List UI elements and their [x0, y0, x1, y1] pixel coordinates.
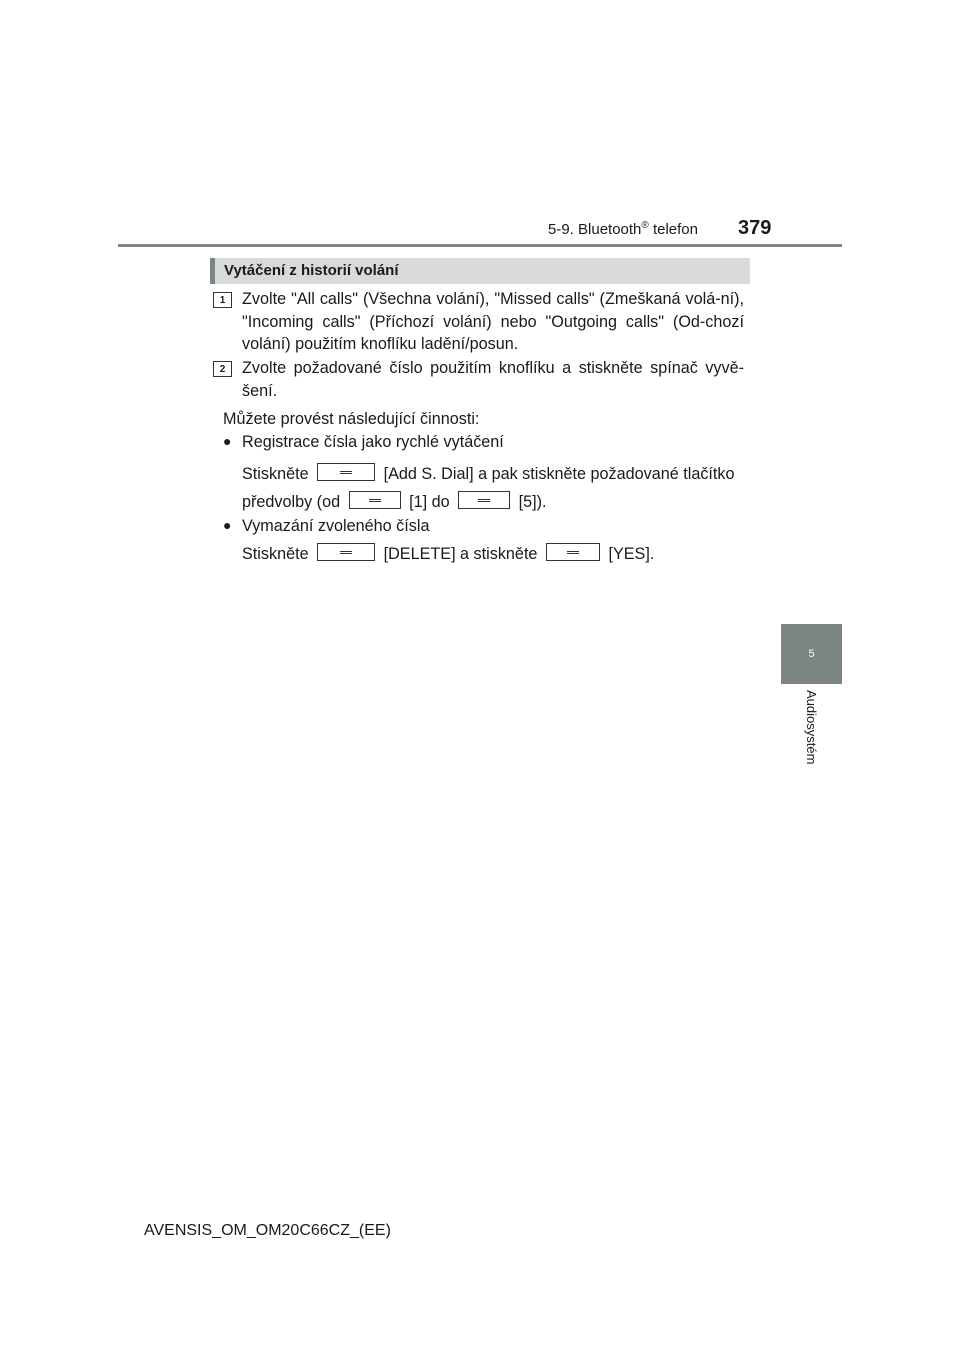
bullet-1-title: Registrace čísla jako rychlé vytáčení	[242, 433, 504, 451]
registered-mark: ®	[641, 220, 649, 231]
bullet-1-line-2-a: předvolby (od	[242, 493, 341, 511]
bullet-1-line-2-b: [1] do	[409, 493, 450, 511]
bullet-1-line-2	[242, 491, 547, 513]
bullet-1-line-1	[242, 463, 735, 485]
section-reference-suffix: telefon	[648, 221, 698, 238]
running-header	[548, 220, 698, 238]
page-number: 379	[738, 217, 772, 239]
intro-text: Můžete provést následující činnosti:	[223, 410, 480, 428]
key-button-icon	[317, 463, 375, 481]
chapter-label: Audiosystém	[804, 690, 819, 765]
bullet-1-line-1-a: Stiskněte	[242, 465, 309, 483]
section-heading-bar	[210, 258, 750, 284]
step-2-text: Zvolte požadované číslo použitím knoflíku a stiskněte spínač vyvě-šení.	[242, 359, 744, 400]
bullet-2-line-1-c: [YES].	[608, 545, 655, 563]
bullet-2-line-1	[242, 543, 654, 565]
bullet-icon: ●	[223, 517, 232, 533]
key-button-icon	[349, 491, 401, 509]
step-1-text: Zvolte "All calls" (Všechna volání), "Missed calls" (Zmeškaná volá-ní), "Incoming calls" (Příchozí volání) nebo "Outgoing calls" (Od-chozí volání) použitím knoflíku ladění/posun.	[242, 290, 744, 353]
key-button-icon	[317, 543, 375, 561]
header-divider	[118, 244, 842, 247]
document-code: AVENSIS_OM_OM20C66CZ_(EE)	[144, 1222, 391, 1239]
step-number-1: 1	[213, 292, 232, 308]
bullet-1-line-2-c: [5]).	[518, 493, 547, 511]
chapter-label-container	[781, 690, 842, 800]
section-title: Vytáčení z historií volání	[224, 262, 399, 279]
chapter-number: 5	[808, 648, 815, 660]
step-number-2: 2	[213, 361, 232, 377]
chapter-tab	[781, 624, 842, 684]
key-button-icon	[458, 491, 510, 509]
bullet-2-line-1-b: [DELETE] a stiskněte	[383, 545, 538, 563]
bullet-2-line-1-a: Stiskněte	[242, 545, 309, 563]
bullet-2-title: Vymazání zvoleného čísla	[242, 517, 430, 535]
bullet-icon: ●	[223, 433, 232, 449]
bullet-1-line-1-b: [Add S. Dial] a pak stiskněte požadované tlačítko	[383, 465, 735, 483]
section-reference: 5-9. Bluetooth	[548, 221, 642, 238]
key-button-icon	[546, 543, 600, 561]
